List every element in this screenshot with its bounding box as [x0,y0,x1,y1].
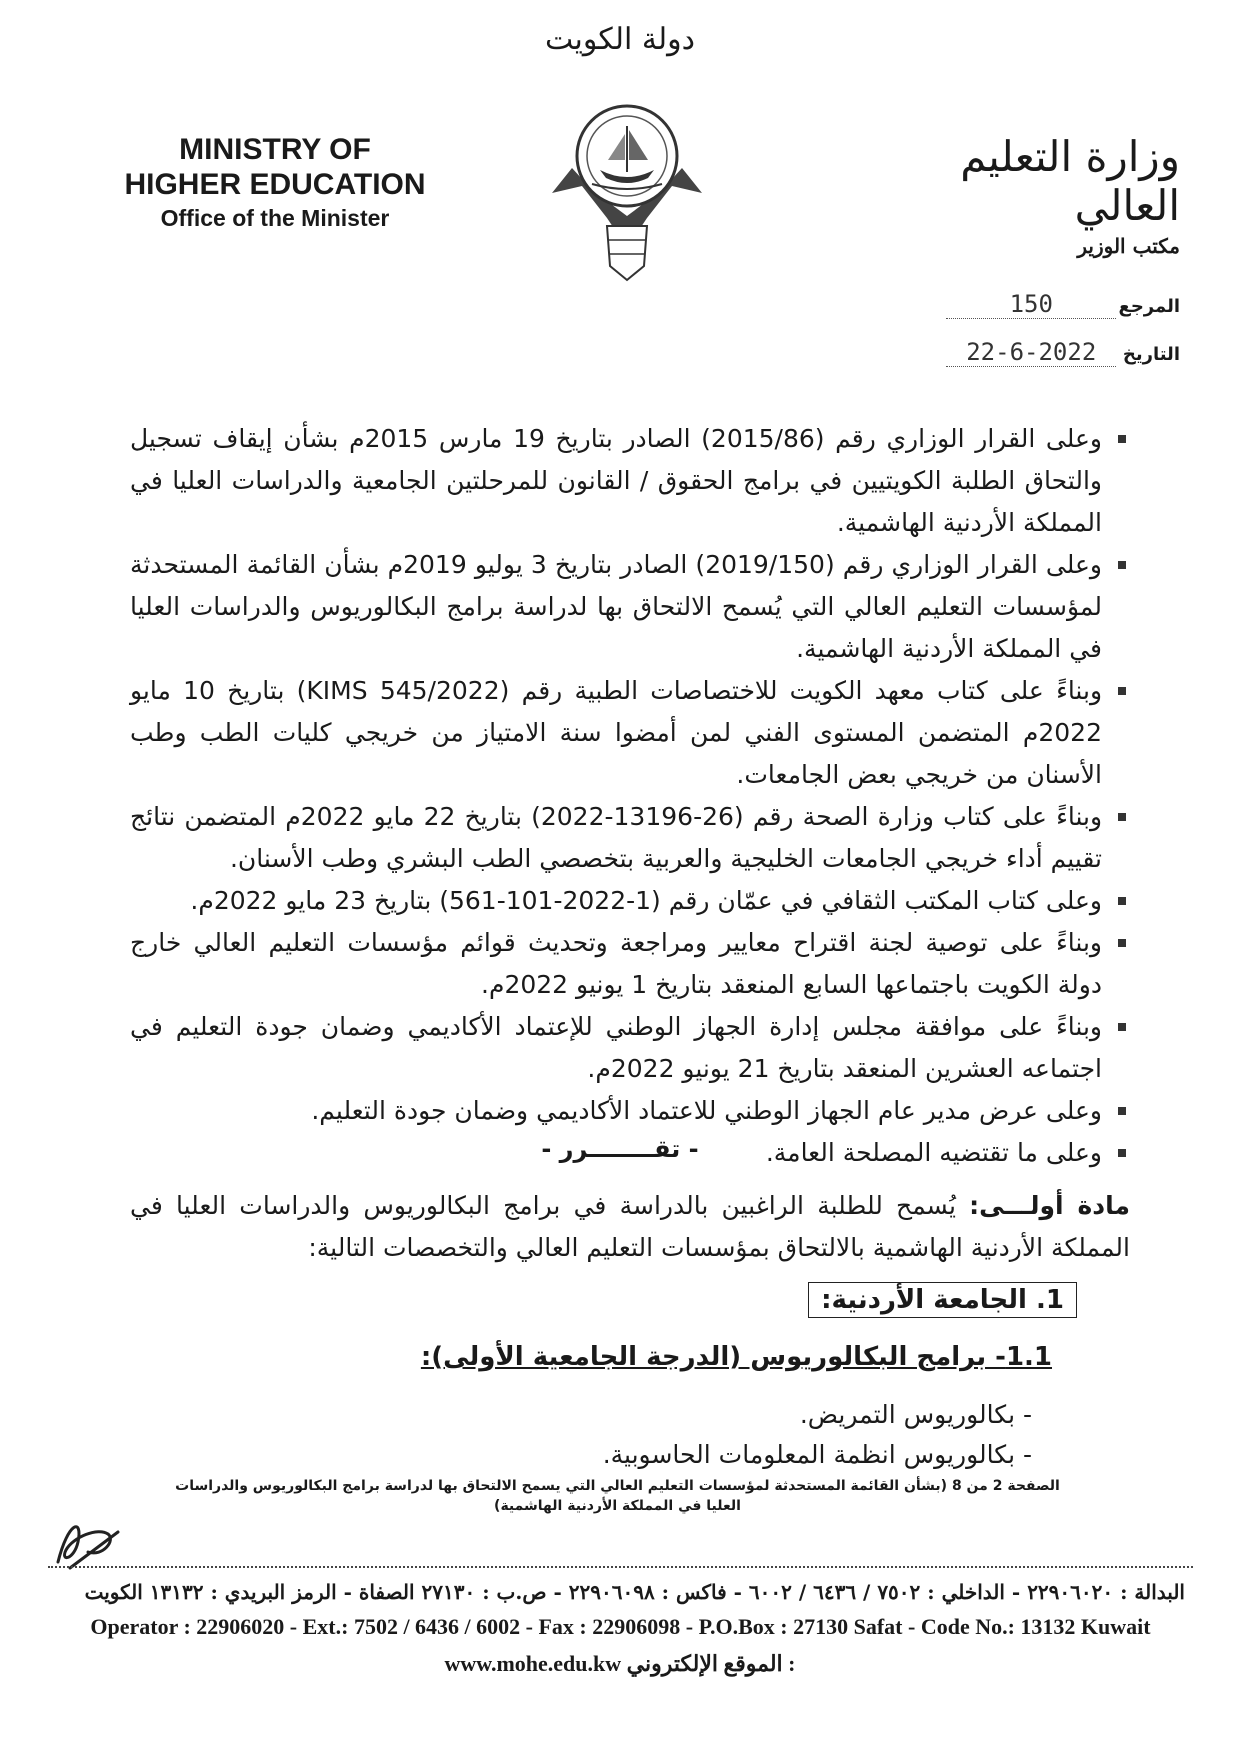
kuwait-emblem-icon [552,98,702,283]
preamble-item: وبناءً على كتاب وزارة الصحة رقم (26-13196-2022) بتاريخ 22 مايو 2022م المتضمن نتائج تقييم أداء خريجي الجامعات الخليجية والعربية بتخصصي الطب البشري وطب الأسنان. [130,796,1130,880]
website-label-ar: : الموقع الإلكتروني [626,1651,796,1676]
website-link[interactable]: www.mohe.edu.kw [444,1651,622,1676]
preamble-item: وبناءً على موافقة مجلس إدارة الجهاز الوطني للإعتماد الأكاديمي وضمان جودة التعليم في اجتماعه العشرين المنعقد بتاريخ 21 يونيو 2022م. [130,1006,1130,1090]
preamble-item: وعلى القرار الوزاري رقم (2019/150) الصادر بتاريخ 3 يوليو 2019م بشأن القائمة المستحدثة لمؤسسات التعليم العالي التي يُسمح الالتحاق بها لدراسة برامج البكالوريوس والدراسات العليا في المملكة الأردنية الهاشمية. [130,544,1130,670]
footer-divider [48,1566,1193,1568]
preamble-item: وعلى ما تقتضيه المصلحة العامة. [130,1132,1130,1174]
ministry-header-ar [880,132,1180,258]
article-one [130,1185,1130,1269]
article-lead: مادة أولـــى: [969,1191,1130,1220]
program-item: - بكالوريوس التمريض. [799,1400,1032,1429]
footer-website [0,1651,1240,1677]
preamble-item: وبناءً على كتاب معهد الكويت للاختصاصات الطبية رقم (KIMS 545/2022) بتاريخ 10 مايو 2022م المتضمن المستوى الفني لمن أمضوا سنة الامتياز من خريجي كليات الطب وطب الأسنان من خريجي بعض الجامعات. [130,670,1130,796]
page-footnote: الصفحة 2 من 8 (بشأن القائمة المستحدثة لمؤسسات التعليم العالي التي يسمح الالتحاق بها لدراسة برامج البكالوريوس والدراسات العليا في المملكة الأردنية الهاشمية) [175,1478,1060,1514]
article-text: يُسمح للطلبة الراغبين بالدراسة في برامج البكالوريوس والدراسات العليا في المملكة الأردنية الهاشمية بالالتحاق بمؤسسات التعليم العالي والتخصصات التالية: [130,1191,1130,1262]
office-name-ar: مكتب الوزير [1077,234,1180,258]
decree-heading: - تقــــــــرر - [541,1135,699,1163]
footer-contact-ar: البدالة : ٢٢٩٠٦٠٢٠ - الداخلي : ٧٥٠٢ / ٦٤٣٦ / ٦٠٠٢ - فاكس : ٢٢٩٠٦٠٩٨ - ص.ب : ٢٧١٣٠ الصفاة - الرمز البريدي : ١٣١٣٢ الكويت [84,1580,1185,1604]
reference-label: المرجع [1118,296,1180,317]
state-title: دولة الكويت [545,22,695,57]
ministry-name-ar: وزارة التعليم العالي [960,132,1180,230]
reference-value: 150 [946,290,1116,319]
ministry-name-en-line1: MINISTRY OF [179,133,371,166]
university-title-box: 1. الجامعة الأردنية: [808,1282,1077,1318]
date-value: 22-6-2022 [946,338,1116,367]
preamble-item: وبناءً على توصية لجنة اقتراح معايير ومراجعة وتحديث قوائم مؤسسات التعليم العالي خارج دولة الكويت باجتماعها السابع المنعقد بتاريخ 1 يونيو 2022م. [130,922,1130,1006]
preamble-item: وعلى كتاب المكتب الثقافي في عمّان رقم (1-2022-101-561) بتاريخ 23 مايو 2022م. [130,880,1130,922]
preamble-list [130,418,1130,1174]
ministry-name-en-line2: HIGHER EDUCATION [124,168,426,202]
office-name-en: Office of the Minister [160,204,390,231]
reference-row [800,290,1180,319]
footer-contact-en: Operator : 22906020 - Ext.: 7502 / 6436 / 6002 - Fax : 22906098 - P.O.Box : 27130 Safat - Code No.: 13132 Kuwait [90,1614,1151,1639]
ministry-header-en [110,132,440,232]
preamble-item: وعلى عرض مدير عام الجهاز الوطني للاعتماد الأكاديمي وضمان جودة التعليم. [130,1090,1130,1132]
signature-icon [48,1512,128,1572]
preamble-item: وعلى القرار الوزاري رقم (2015/86) الصادر بتاريخ 19 مارس 2015م بشأن إيقاف تسجيل والتحاق الطلبة الكويتيين في برامج الحقوق / القانون للمرحلتين الجامعية والدراسات العليا في المملكة الأردنية الهاشمية. [130,418,1130,544]
date-row [800,338,1180,367]
date-label: التاريخ [1122,344,1180,365]
program-item: - بكالوريوس انظمة المعلومات الحاسوبية. [602,1440,1032,1469]
program-level-title: 1.1- برامج البكالوريوس (الدرجة الجامعية الأولى): [420,1342,1052,1372]
